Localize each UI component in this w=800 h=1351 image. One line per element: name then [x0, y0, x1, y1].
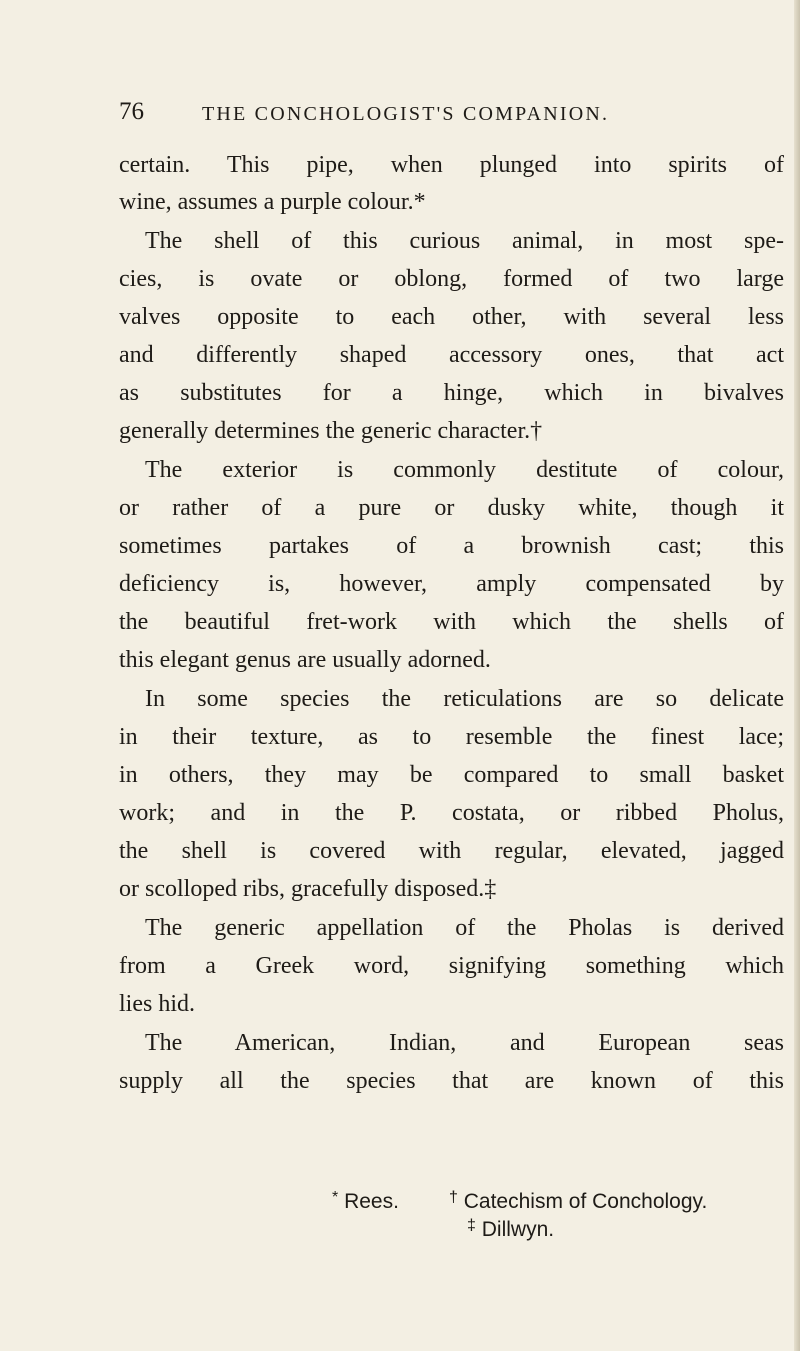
text-line: The American, Indian, and European seas [145, 1030, 784, 1056]
text-line: in others, they may be compared to small basket [119, 762, 784, 788]
text-line: The generic appellation of the Pholas is derived [145, 915, 784, 941]
text-line: The exterior is commonly destitute of colour, [145, 457, 784, 483]
text-line: The shell of this curious animal, in most spe- [145, 228, 784, 254]
text-line: deficiency is, however, amply compensated by [119, 571, 784, 597]
text-line: in their texture, as to resemble the finest lace; [119, 724, 784, 750]
footnote-dillwyn [467, 1212, 554, 1244]
text-line: the beautiful fret-work with which the shells of [119, 609, 784, 635]
text-line: supply all the species that are known of this [119, 1068, 784, 1094]
footnote-rees [332, 1184, 399, 1216]
text-line: as substitutes for a hinge, which in bivalves [119, 380, 784, 406]
text-line: wine, assumes a purple colour.* [119, 189, 426, 215]
page-edge-shadow [794, 0, 800, 1351]
text-line: and differently shaped accessory ones, that act [119, 342, 784, 368]
footnote-text: Rees. [344, 1190, 399, 1213]
text-line: sometimes partakes of a brownish cast; this [119, 533, 784, 559]
text-line: lies hid. [119, 991, 195, 1017]
text-line: cies, is ovate or oblong, formed of two large [119, 266, 784, 292]
page-header [119, 96, 719, 132]
text-line: valves opposite to each other, with several less [119, 304, 784, 330]
footnote-mark: * [332, 1189, 339, 1206]
text-line: certain. This pipe, when plunged into spirits of [119, 152, 784, 178]
text-line: In some species the reticulations are so delicate [145, 686, 784, 712]
text-line: or scolloped ribs, gracefully disposed.‡ [119, 876, 497, 902]
footnote-text: Dillwyn. [481, 1218, 555, 1241]
text-line: work; and in the P. costata, or ribbed Pholus, [119, 800, 784, 826]
text-line: the shell is covered with regular, elevated, jagged [119, 838, 784, 864]
footnote-mark: † [449, 1189, 458, 1206]
running-title: THE CONCHOLOGIST'S COMPANION. [202, 103, 610, 125]
footnote-mark: ‡ [467, 1217, 476, 1234]
text-line: or rather of a pure or dusky white, though it [119, 495, 784, 521]
text-line: generally determines the generic character.† [119, 418, 543, 444]
text-line: this elegant genus are usually adorned. [119, 647, 491, 673]
text-line: from a Greek word, signifying something which [119, 953, 784, 979]
footnote-text: Catechism of Conchology. [463, 1190, 708, 1213]
page-number: 76 [119, 98, 144, 125]
